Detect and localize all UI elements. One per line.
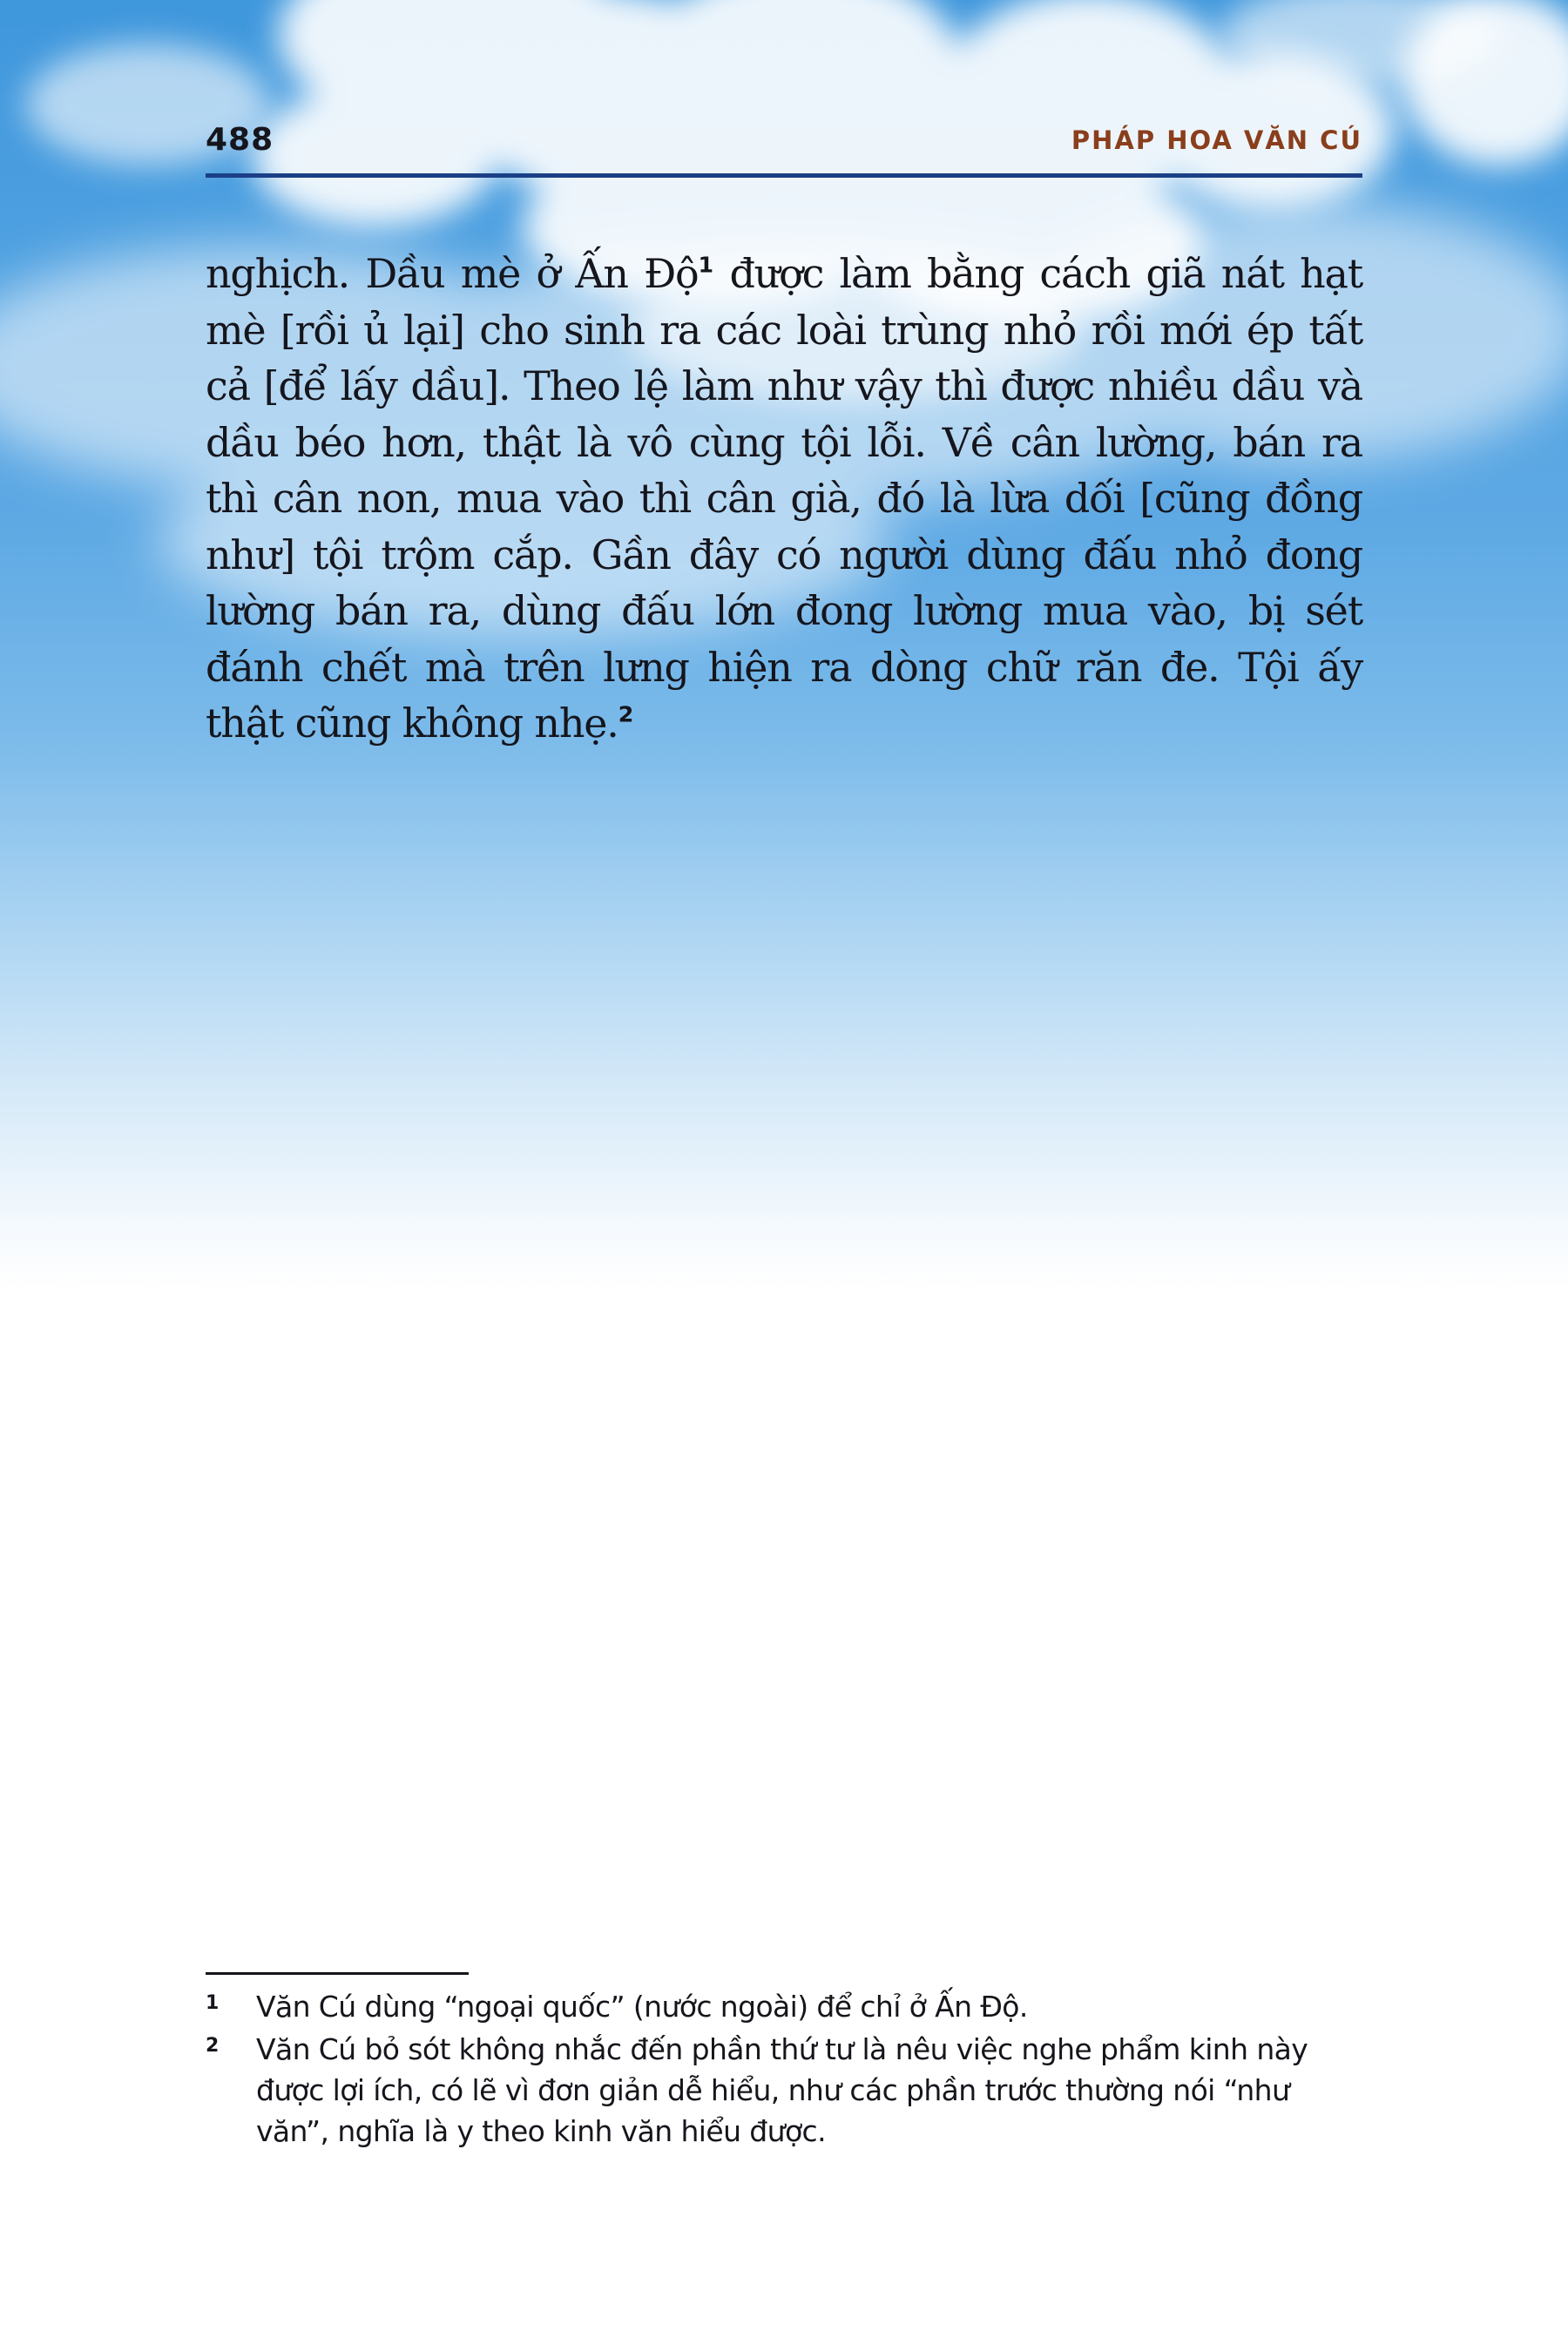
page-header xyxy=(206,122,1362,171)
footnotes xyxy=(206,1986,1362,2153)
footnote-ref: 1 xyxy=(698,252,714,278)
footnote-text: Văn Cú bỏ sót không nhắc đến phần thứ tư là nêu việc nghe phẩm kinh này được lợi ích, có lẽ vì đơn giản dễ hiểu, như các phần trước thường nói “như văn”, nghĩa là y theo kinh văn hiểu được. xyxy=(256,2032,1308,2148)
footnote-ref: 2 xyxy=(618,701,634,727)
footnote xyxy=(206,1986,1362,2027)
header-rule xyxy=(206,173,1362,178)
running-title: PHÁP HOA VĂN CÚ xyxy=(1071,125,1362,155)
footnote xyxy=(206,2029,1362,2152)
page-number: 488 xyxy=(206,122,274,158)
body-text-segment: được làm bằng cách giã nát hạt mè [rồi ủ lại] cho sinh ra các loài trùng nhỏ rồi mới ép tất cả [để lấy dầu]. Theo lệ làm như vậy thì được nhiều dầu và dầu béo hơn, thật là vô cùng tội lỗi. Về cân lường, bán ra thì cân non, mua vào thì cân già, đó là lừa dối [cũng đồng như] tội trộm cắp. Gần đây có người dùng đấu nhỏ đong lường bán ra, dùng đấu lớn đong lường mua vào, bị sét đánh chết mà trên lưng hiện ra dòng chữ răn đe. Tội ấy thật cũng không nhẹ. xyxy=(206,250,1363,747)
body-text-segment: nghịch. Dầu mè ở Ấn Độ xyxy=(206,250,699,297)
footnote-number: 2 xyxy=(206,2035,219,2057)
body-paragraph xyxy=(206,246,1362,752)
footnote-rule xyxy=(206,1972,469,1975)
footnote-text: Văn Cú dùng “ngoại quốc” (nước ngoài) để chỉ ở Ấn Độ. xyxy=(256,1990,1028,2024)
footnote-number: 1 xyxy=(206,1992,219,2014)
